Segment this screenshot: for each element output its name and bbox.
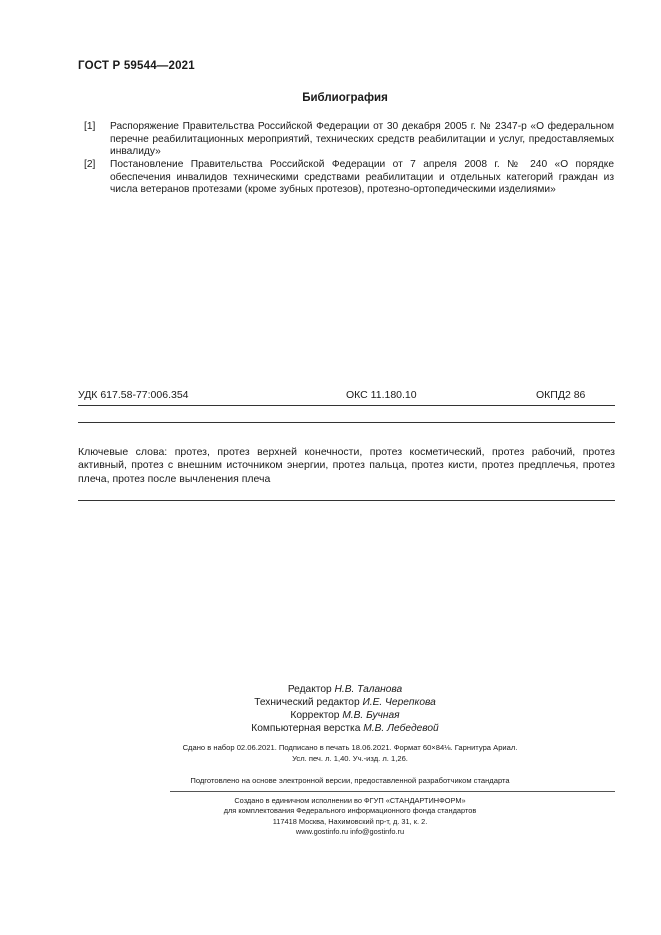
footer-divider <box>170 791 615 792</box>
bibliography-item-text: Постановление Правительства Российской Федерации от 7 апреля 2008 г. № 240 «О порядке обеспечения инвалидов техническими средствами реабилитации и отдельных категорий граждан из числа ветеранов протезами (кроме зубных протезов), протезно-ортопедическими изделиями» <box>110 159 614 196</box>
footer-line: 117418 Москва, Нахимовский пр-т, д. 31, к. 2. <box>272 816 428 826</box>
prepared-note: Подготовлено на основе электронной версии, предоставленной разработчиком стандарта <box>190 776 510 785</box>
credit-tech-editor <box>0 696 661 709</box>
bibliography-item-number: [1] <box>84 121 96 132</box>
bibliography-item-number: [2] <box>84 159 96 170</box>
divider-bottom <box>78 500 615 501</box>
document-header: ГОСТ Р 59544—2021 <box>78 60 195 72</box>
publisher-footer <box>100 796 600 837</box>
credit-proofreader <box>0 709 661 722</box>
credit-role: Компьютерная верстка <box>251 723 361 734</box>
credit-person: Н.В. Таланова <box>334 684 403 695</box>
credit-role: Корректор <box>290 710 340 721</box>
footer-line: www.gostinfo.ru info@gostinfo.ru <box>295 826 405 836</box>
classification-codes <box>78 389 615 403</box>
keywords: Ключевые слова: протез, протез верхней конечности, протез косметический, протез рабочий, протез активный, протез с внешним источником энергии, протез пальца, протез кисти, протез предплечья, протез плеча, протез после вычленения плеча <box>78 446 615 485</box>
divider-top <box>78 405 615 406</box>
credit-person: М.В. Лебедевой <box>363 723 439 734</box>
credits-block <box>0 683 661 735</box>
bibliography-item <box>84 121 614 159</box>
bibliography-title: Библиография <box>302 92 388 104</box>
divider-middle <box>78 422 615 423</box>
credit-role: Технический редактор <box>254 697 360 708</box>
publication-line: Усл. печ. л. 1,40. Уч.-изд. л. 1,26. <box>292 754 408 763</box>
oks-code: ОКС 11.180.10 <box>346 389 417 401</box>
credit-role: Редактор <box>287 684 332 695</box>
bibliography-item-text: Распоряжение Правительства Российской Федерации от 30 декабря 2005 г. № 2347-р «О федеральном перечне реабилитационных мероприятий, технических средств реабилитации и услуг, предоставляемых инвалиду» <box>110 121 614 158</box>
udk-code: УДК 617.58-77:006.354 <box>78 389 189 401</box>
publication-line: Сдано в набор 02.06.2021. Подписано в печать 18.06.2021. Формат 60×84⅛. Гарнитура Ариал. <box>182 743 518 752</box>
credit-layout <box>0 722 661 735</box>
footer-line: для комплектования Федерального информационного фонда стандартов <box>223 806 477 816</box>
credit-person: М.В. Бучная <box>342 710 400 721</box>
okpd-code: ОКПД2 86 <box>536 389 586 401</box>
credit-editor <box>0 683 661 696</box>
publication-info <box>100 742 600 764</box>
footer-line: Создано в единичном исполнении во ФГУП «СТАНДАРТИНФОРМ» <box>234 796 466 805</box>
credit-person: И.Е. Черепкова <box>362 697 436 708</box>
bibliography-item <box>84 159 614 197</box>
